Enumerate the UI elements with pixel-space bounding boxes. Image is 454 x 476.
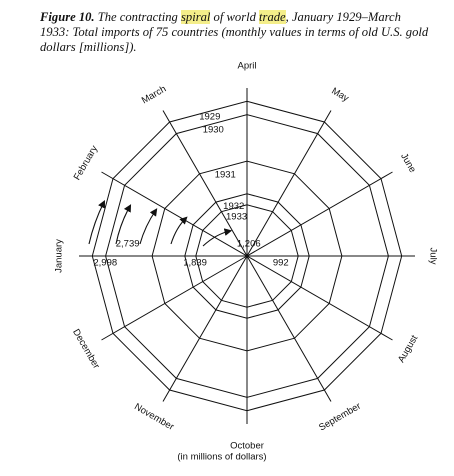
month-label-october: October <box>230 440 264 452</box>
value-label-1932: 1,206 <box>236 238 261 250</box>
ring-label-1933: 1933 <box>226 211 248 223</box>
ring-label-1929: 1929 <box>199 111 221 123</box>
month-label-november: November <box>132 401 176 433</box>
month-label-june: June <box>398 151 418 175</box>
spiral-arrow-1932 <box>171 218 186 244</box>
caption-highlight-spiral: spiral <box>181 10 211 24</box>
ring-label-1932: 1932 <box>223 201 245 213</box>
caption-label: Figure 10. <box>40 10 95 24</box>
spoke-november <box>163 256 247 402</box>
month-label-december: December <box>70 327 102 371</box>
spiral-arrow-1929 <box>89 202 104 244</box>
month-label-september: September <box>317 400 363 434</box>
value-label-1930: 2,739 <box>115 238 140 250</box>
spoke-december <box>102 256 248 340</box>
caption-text-2: of world <box>210 10 260 24</box>
spoke-june <box>247 172 393 256</box>
month-label-april: April <box>237 60 257 72</box>
month-label-january: January <box>53 239 65 273</box>
caption-highlight-trade: trade <box>259 10 286 24</box>
value-label-1933: 992 <box>272 257 289 269</box>
ring-label-1930: 1930 <box>202 124 224 136</box>
value-label-1931: 1,839 <box>183 257 207 269</box>
value-label-1929: 2,998 <box>93 257 118 269</box>
spoke-september <box>247 256 331 402</box>
month-label-august: August <box>395 333 421 365</box>
x-axis-label: (in millions of dollars) <box>177 451 267 463</box>
caption-text: The contracting <box>94 10 181 24</box>
spoke-may <box>247 111 331 257</box>
caption-text-3: , January 1929–March 1933: Total imports of 75 countries (monthly values in terms of old U.S. gold dollars [millions]). <box>40 10 429 54</box>
spiral-arrow-1931 <box>140 210 156 244</box>
month-label-march: March <box>139 83 169 107</box>
month-label-may: May <box>329 85 351 105</box>
spoke-august <box>247 256 393 340</box>
month-label-july: July <box>427 247 439 265</box>
month-label-february: February <box>71 143 101 183</box>
ring-label-1931: 1931 <box>214 169 236 181</box>
